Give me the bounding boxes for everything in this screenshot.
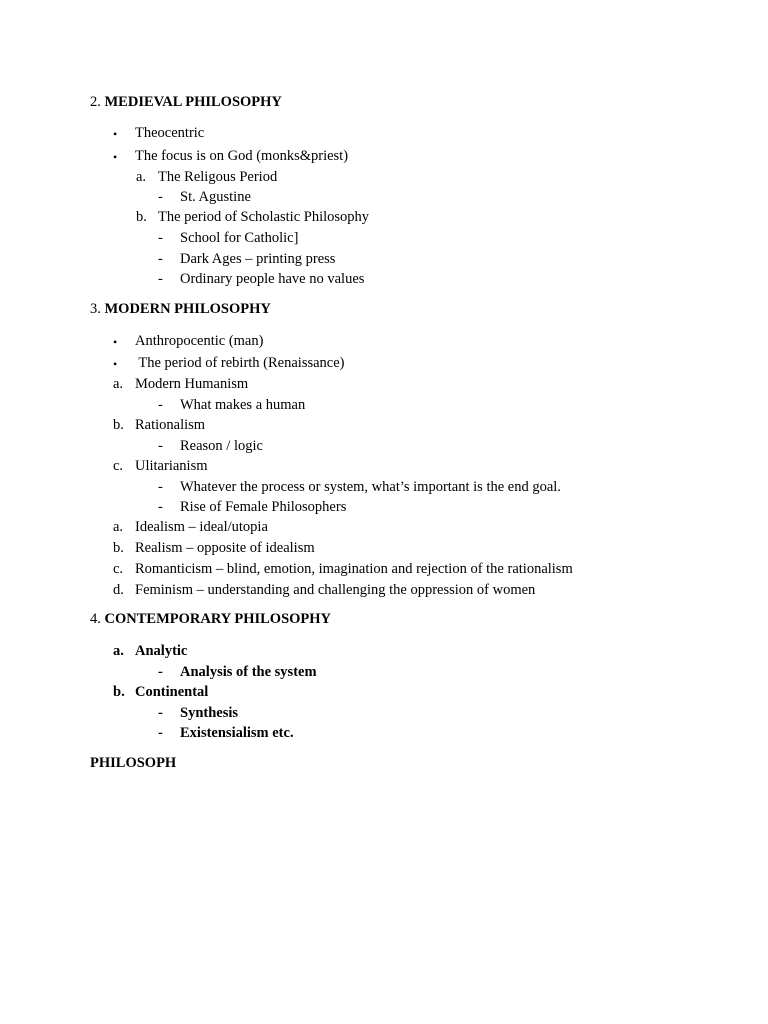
list-marker: b. xyxy=(113,540,124,556)
section-number: 2. xyxy=(90,94,101,110)
list-item: Existensialism etc. xyxy=(180,725,294,741)
list-item: St. Agustine xyxy=(180,189,251,205)
list-marker: c. xyxy=(113,458,124,474)
section-heading-contemporary xyxy=(90,610,331,628)
list-item: Analysis of the system xyxy=(180,664,317,680)
list-item: Reason / logic xyxy=(180,438,263,454)
section-heading-medieval xyxy=(90,93,282,111)
list-item: Idealism – ideal/utopia xyxy=(135,519,268,535)
list-marker: a. xyxy=(113,643,124,659)
list-marker: a. xyxy=(136,169,147,185)
dash-icon: - xyxy=(158,479,163,495)
list-item: Continental xyxy=(135,684,209,700)
bullet-icon: • xyxy=(113,150,118,164)
bullet-icon: • xyxy=(113,357,118,371)
dash-icon: - xyxy=(158,438,163,454)
dash-icon: - xyxy=(158,499,163,515)
dash-icon: - xyxy=(158,397,163,413)
dash-icon: - xyxy=(158,725,163,741)
list-item: Synthesis xyxy=(180,705,239,721)
dash-icon: - xyxy=(158,251,163,267)
section-title: CONTEMPORARY PHILOSOPHY xyxy=(104,611,332,627)
list-item: Anthropocentic (man) xyxy=(135,333,264,349)
list-marker: d. xyxy=(113,582,124,598)
section-title: MODERN PHILOSOPHY xyxy=(104,301,271,317)
list-item: The period of Scholastic Philosophy xyxy=(158,209,370,225)
list-item: School for Catholic] xyxy=(180,230,299,246)
list-item: The focus is on God (monks&priest) xyxy=(135,148,349,164)
list-item: Theocentric xyxy=(135,125,205,141)
list-marker: a. xyxy=(113,519,124,535)
list-item: Rationalism xyxy=(135,417,206,433)
list-item: The period of rebirth (Renaissance) xyxy=(135,355,345,371)
list-item: Ordinary people have no values xyxy=(180,271,365,287)
list-marker: b. xyxy=(136,209,147,225)
list-marker: b. xyxy=(113,684,125,700)
list-item: Ulitarianism xyxy=(135,458,208,474)
list-item: Modern Humanism xyxy=(135,376,249,392)
bullet-icon: • xyxy=(113,127,118,141)
list-item: Dark Ages – printing press xyxy=(180,251,336,267)
list-item: Realism – opposite of idealism xyxy=(135,540,315,556)
section-title: MEDIEVAL PHILOSOPHY xyxy=(104,94,282,110)
list-item: Romanticism – blind, emotion, imagination and rejection of the rationalism xyxy=(135,561,573,577)
list-item: Rise of Female Philosophers xyxy=(180,499,347,515)
list-item: Analytic xyxy=(135,643,188,659)
list-item: The Religous Period xyxy=(158,169,278,185)
dash-icon: - xyxy=(158,189,163,205)
list-marker: a. xyxy=(113,376,124,392)
dash-icon: - xyxy=(158,664,163,680)
dash-icon: - xyxy=(158,230,163,246)
bullet-icon: • xyxy=(113,335,118,349)
section-number: 3. xyxy=(90,301,101,317)
list-item: What makes a human xyxy=(180,397,306,413)
list-item: Whatever the process or system, what’s important is the end goal. xyxy=(180,479,561,495)
section-number: 4. xyxy=(90,611,101,627)
list-item: Feminism – understanding and challenging the oppression of women xyxy=(135,582,536,598)
list-marker: b. xyxy=(113,417,124,433)
section-heading-modern xyxy=(90,300,271,318)
dash-icon: - xyxy=(158,271,163,287)
list-marker: c. xyxy=(113,561,124,577)
footer-heading: PHILOSOPH xyxy=(90,755,177,771)
dash-icon: - xyxy=(158,705,163,721)
